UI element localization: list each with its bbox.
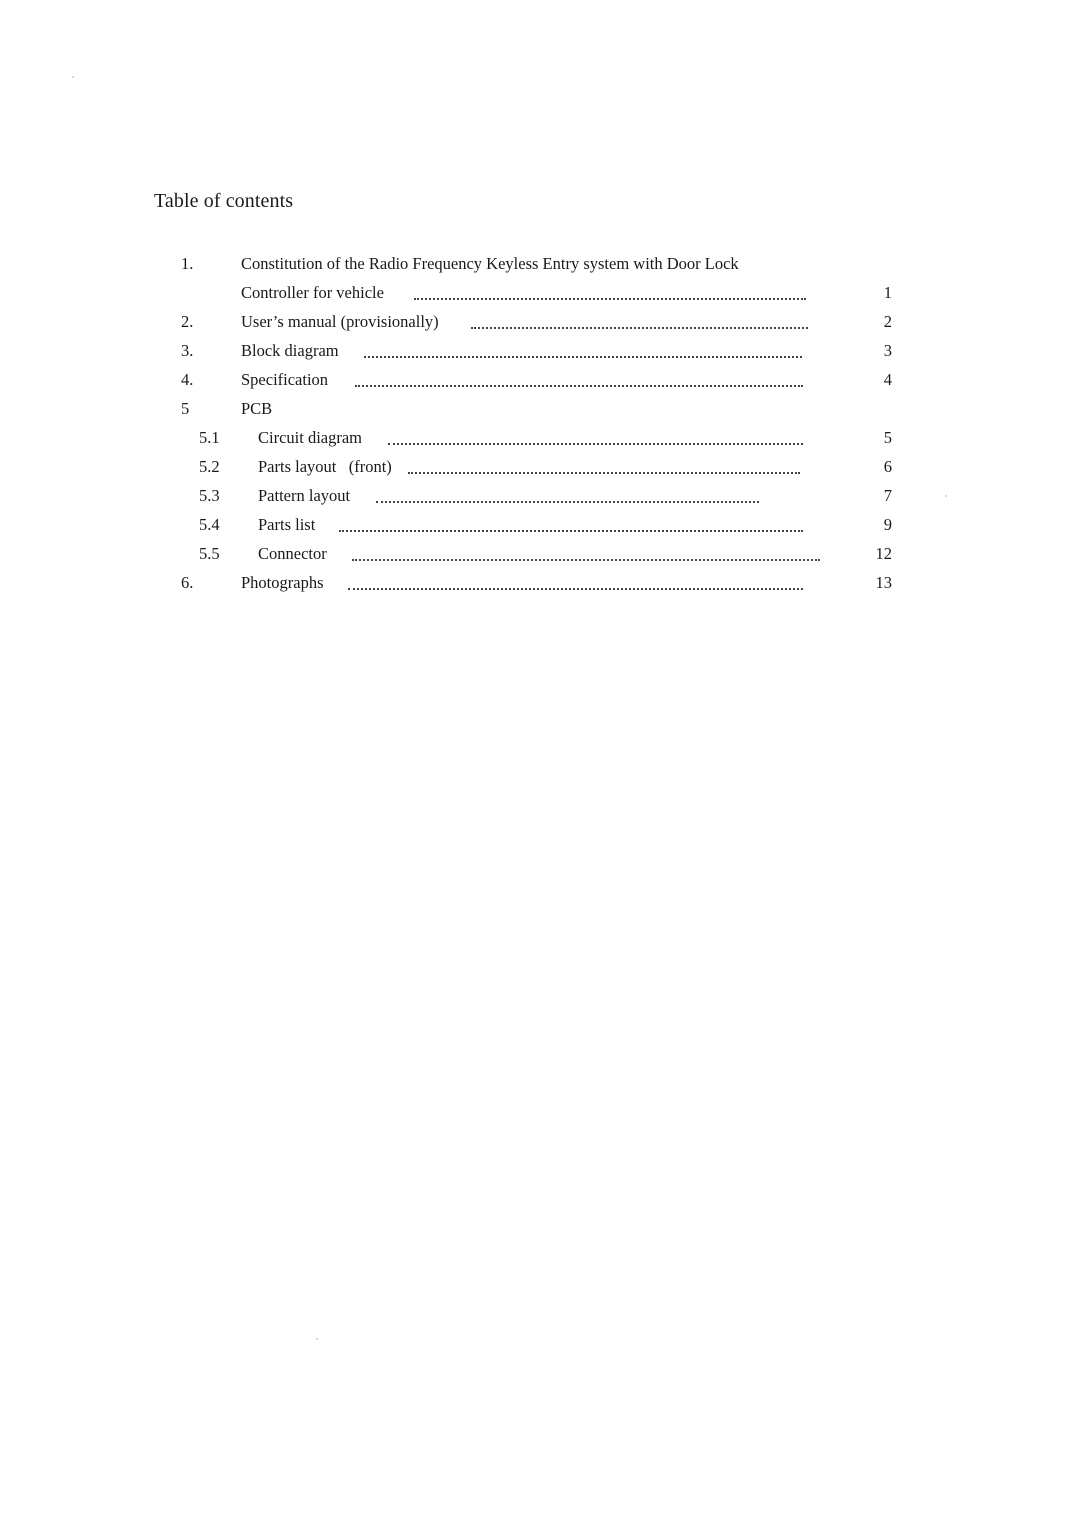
toc-entry-title: User’s manual (provisionally) — [241, 308, 443, 336]
toc-entry-title: Constitution of the Radio Frequency Keyless Entry system with Door Lock — [241, 250, 743, 278]
toc-entry-1-continued[interactable] — [0, 279, 1070, 307]
toc-entry-5-1[interactable] — [0, 424, 1070, 452]
toc-entry-4[interactable] — [0, 366, 1070, 394]
toc-entry-number: 5.4 — [199, 515, 220, 534]
dot-leader — [348, 588, 803, 590]
toc-entry-title: Pattern layout — [258, 482, 354, 510]
toc-entry-number: 4. — [181, 370, 194, 389]
dot-leader — [355, 385, 803, 387]
toc-entry-page: 13 — [875, 573, 892, 592]
toc-entry-number: 6. — [181, 573, 194, 592]
toc-entry-page: 2 — [883, 312, 892, 331]
toc-entry-title: Parts list — [258, 511, 319, 539]
scan-speck — [72, 76, 74, 78]
dot-leader — [364, 356, 802, 358]
dot-leader — [352, 559, 820, 561]
toc-entry-5[interactable] — [0, 395, 1070, 423]
toc-entry-5-5[interactable] — [0, 540, 1070, 568]
dot-leader — [339, 530, 803, 532]
toc-entry-page: 1 — [883, 283, 892, 302]
toc-entry-number: 1. — [181, 254, 194, 273]
toc-entry-title: Photographs — [241, 569, 328, 597]
toc-entry-title: Connector — [258, 540, 331, 568]
toc-entry-number: 5 — [181, 399, 190, 418]
toc-entry-3[interactable] — [0, 337, 1070, 365]
toc-entry-5-3[interactable] — [0, 482, 1070, 510]
toc-entry-number: 5.1 — [199, 428, 220, 447]
toc-entry-number: 5.5 — [199, 544, 220, 563]
toc-entry-title: Specification — [241, 366, 332, 394]
toc-entry-number: 2. — [181, 312, 194, 331]
toc-entry-title: Circuit diagram — [258, 424, 366, 452]
toc-entry-6[interactable] — [0, 569, 1070, 597]
dot-leader — [376, 501, 759, 503]
toc-entry-page: 9 — [883, 515, 892, 534]
toc-entry-number: 5.3 — [199, 486, 220, 505]
dot-leader — [408, 472, 800, 474]
toc-entry-number: 3. — [181, 341, 194, 360]
toc-entry-page: 3 — [883, 341, 892, 360]
scan-speck — [316, 1338, 318, 1340]
scan-speck — [945, 495, 947, 497]
dot-leader — [388, 443, 803, 445]
toc-entry-page: 6 — [883, 457, 892, 476]
page-title: Table of contents — [154, 190, 294, 212]
toc-entry-title: Parts layout (front) — [258, 453, 396, 481]
toc-entry-title: Block diagram — [241, 337, 343, 365]
toc-entry-page: 12 — [875, 544, 892, 563]
dot-leader — [471, 327, 808, 329]
toc-entry-number: 5.2 — [199, 457, 220, 476]
toc-entry-page: 7 — [883, 486, 892, 505]
toc-entry-title: PCB — [241, 395, 276, 423]
toc-entry-2[interactable] — [0, 308, 1070, 336]
dot-leader — [414, 298, 806, 300]
toc-entry-5-4[interactable] — [0, 511, 1070, 539]
toc-entry-title-continued: Controller for vehicle — [241, 279, 388, 307]
toc-entry-1[interactable] — [0, 250, 1070, 278]
toc-entry-page: 5 — [883, 428, 892, 447]
toc-entry-page: 4 — [883, 370, 892, 389]
toc-entry-5-2[interactable] — [0, 453, 1070, 481]
